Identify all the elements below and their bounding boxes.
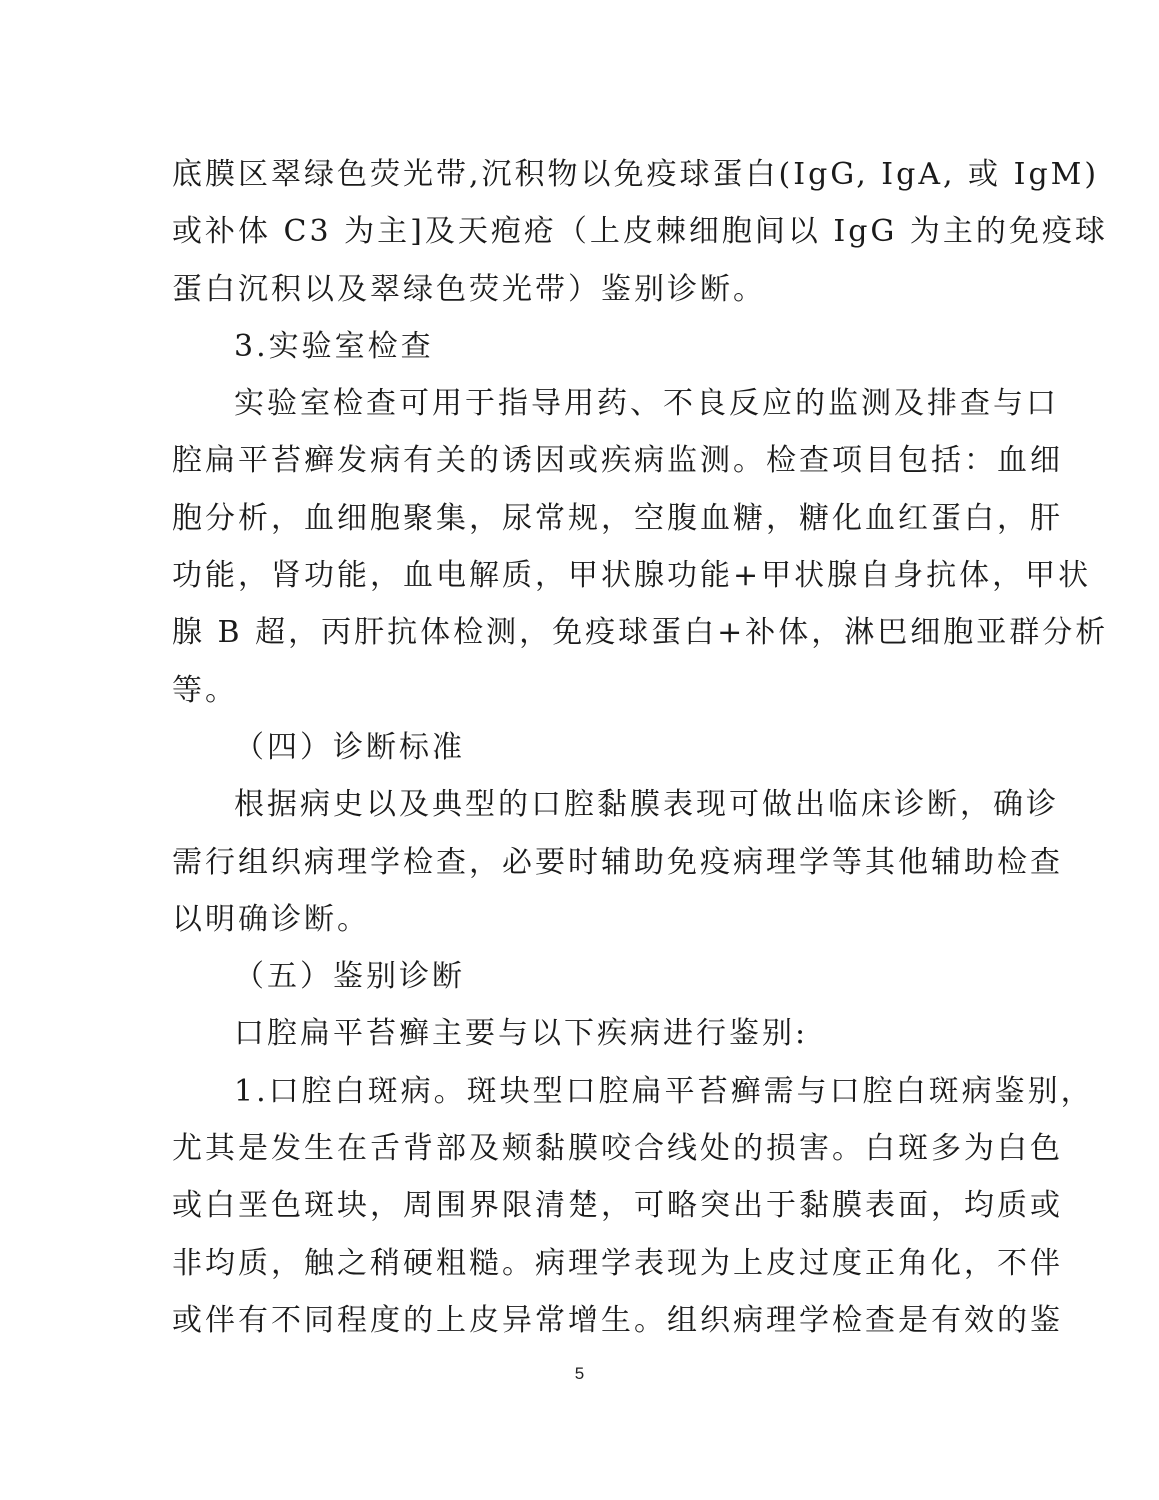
paragraph-start: 实验室检查可用于指导用药、不良反应的监测及排查与口 xyxy=(234,386,1059,422)
section-heading: 3.实验室检查 xyxy=(234,328,434,364)
paragraph-start: 根据病史以及典型的口腔黏膜表现可做出临床诊断，确诊 xyxy=(234,787,1059,823)
section-heading: （五）鉴别诊断 xyxy=(234,959,465,995)
section-heading: （四）诊断标准 xyxy=(234,729,465,765)
page-number: 5 xyxy=(574,1364,585,1383)
text-line: 或伴有不同程度的上皮异常增生。组织病理学检查是有效的鉴 xyxy=(172,1302,1063,1338)
paragraph-start: 口腔扁平苔癣主要与以下疾病进行鉴别: xyxy=(234,1016,809,1052)
body-text xyxy=(172,146,1109,1349)
text-line: 底膜区翠绿色荧光带,沉积物以免疫球蛋白(IgG, IgA, 或 IgM) xyxy=(172,157,1100,192)
text-line: 腺 B 超，丙肝抗体检测，免疫球蛋白+补体，淋巴细胞亚群分析 xyxy=(172,615,1109,651)
text-line: 蛋白沉积以及翠绿色荧光带）鉴别诊断。 xyxy=(172,271,766,307)
text-line: 非均质，触之稍硬粗糙。病理学表现为上皮过度正角化，不伴 xyxy=(172,1245,1063,1281)
text-line: 或白垩色斑块，周围界限清楚，可略突出于黏膜表面，均质或 xyxy=(172,1188,1063,1224)
text-line: 需行组织病理学检查，必要时辅助免疫病理学等其他辅助检查 xyxy=(172,844,1063,880)
text-line: 或补体 C3 为主]及天疱疮（上皮棘细胞间以 IgG 为主的免疫球 xyxy=(172,214,1108,250)
text-line: 等。 xyxy=(172,672,238,708)
text-line: 腔扁平苔癣发病有关的诱因或疾病监测。检查项目包括：血细 xyxy=(172,443,1063,479)
text-line: 胞分析，血细胞聚集，尿常规，空腹血糖，糖化血红蛋白，肝 xyxy=(172,500,1063,536)
text-line: 尤其是发生在舌背部及颊黏膜咬合线处的损害。白斑多为白色 xyxy=(172,1131,1063,1167)
text-line: 功能，肾功能，血电解质，甲状腺功能+甲状腺自身抗体，甲状 xyxy=(172,558,1092,594)
text-line: 以明确诊断。 xyxy=(172,901,370,937)
paragraph-start: 1.口腔白斑病。斑块型口腔扁平苔癣需与口腔白斑病鉴别， xyxy=(234,1073,1094,1109)
